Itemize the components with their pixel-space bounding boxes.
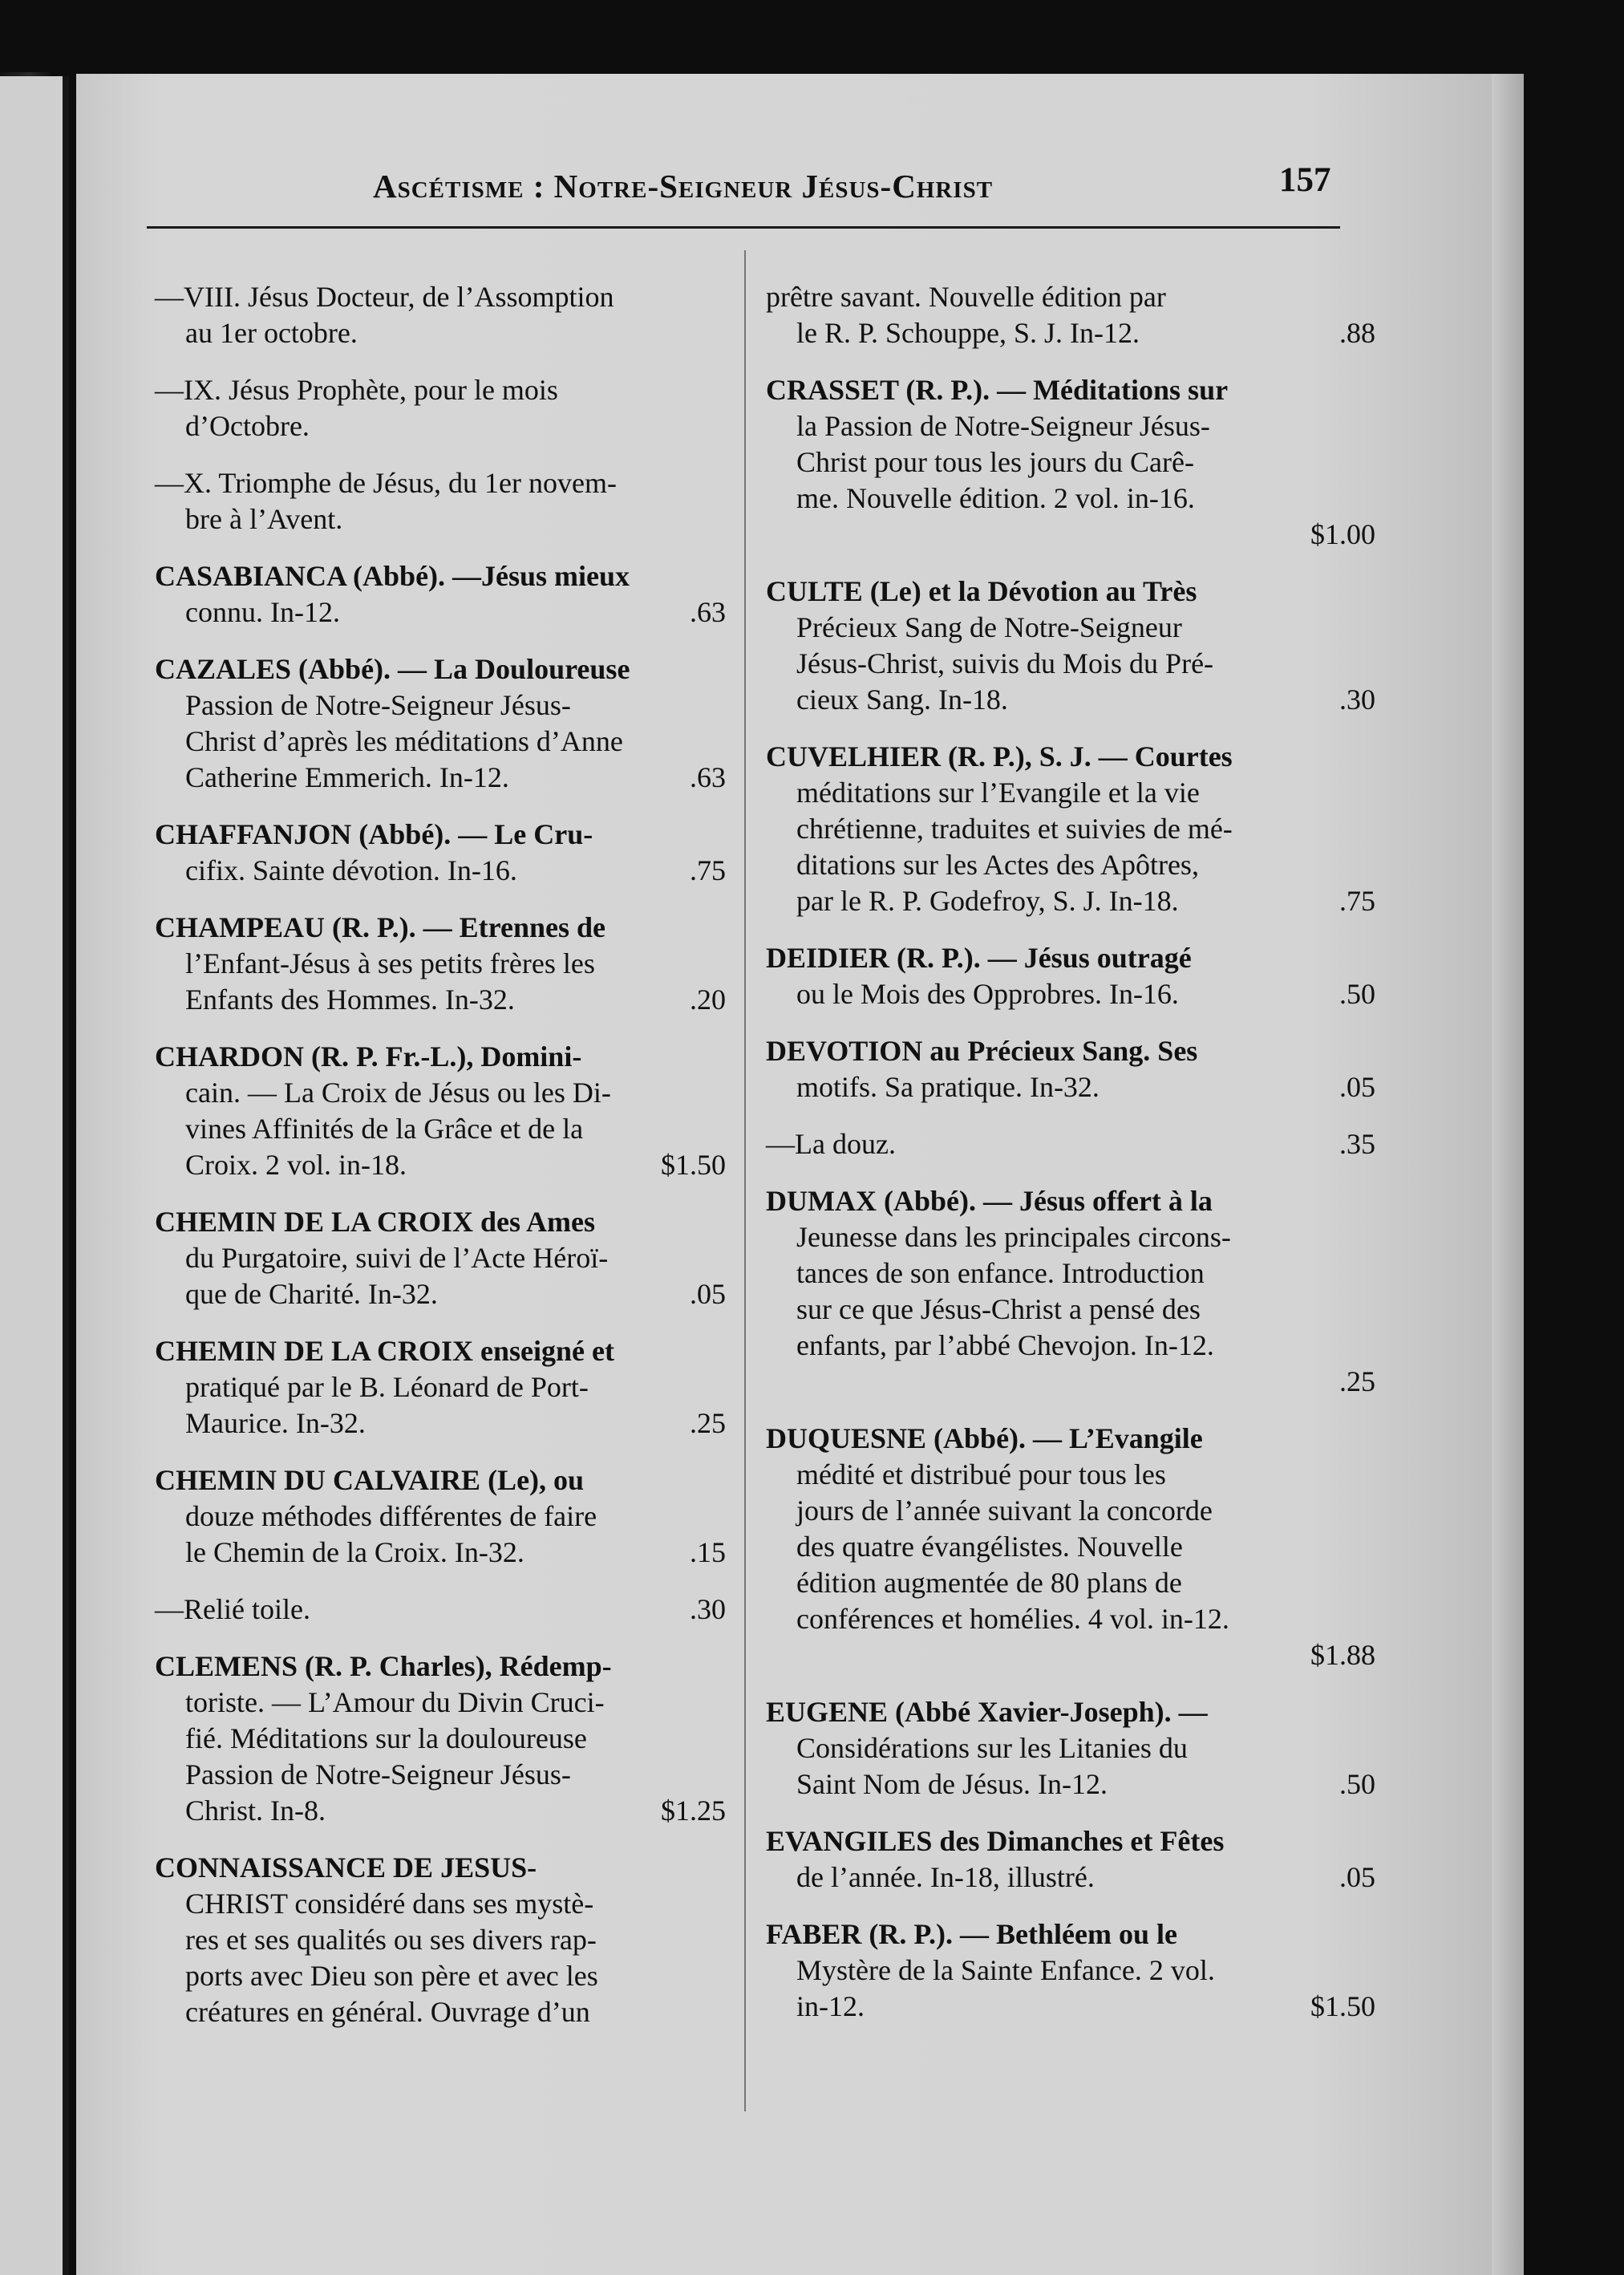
entry-text: Christ pour tous les jours du Carê-	[796, 446, 1194, 478]
entry-text: —IX. Jésus Prophète, pour le mois	[155, 374, 558, 406]
entry-text: Saint Nom de Jésus. In-12. .50	[766, 1766, 1375, 1803]
entry-text: Précieux Sang de Notre-Seigneur	[796, 611, 1182, 643]
entry-text: Christ. In-8. $1.25	[155, 1793, 726, 1829]
catalog-entry	[155, 279, 726, 351]
entry-price: .63	[690, 761, 726, 793]
entry-text: —X. Triomphe de Jésus, du 1er novem-	[155, 467, 617, 499]
entry-text: Passion de Notre-Seigneur Jésus-	[185, 689, 571, 721]
entry-text: —La douz. .35	[766, 1126, 1375, 1162]
entry-heading: EUGENE (Abbé Xavier-Joseph). —	[766, 1696, 1208, 1728]
right-column	[766, 279, 1375, 2046]
entry-text: ports avec Dieu son père et avec les	[185, 1960, 598, 1992]
entry-text: CHRIST considéré dans ses mystè-	[185, 1888, 594, 1920]
entry-text: res et ses qualités ou ses divers rap-	[185, 1924, 597, 1956]
entry-text: pratiqué par le B. Léonard de Port-	[185, 1371, 589, 1403]
entry-text: Croix. 2 vol. in-18. $1.50	[155, 1147, 726, 1183]
catalog-entry	[766, 574, 1375, 718]
catalog-entry	[155, 651, 726, 796]
header-rule	[147, 226, 1340, 229]
catalog-entry	[766, 1421, 1375, 1673]
entry-text: motifs. Sa pratique. In-32. .05	[766, 1069, 1375, 1105]
entry-heading: CHAMPEAU (R. P.). — Etrennes de	[155, 911, 605, 943]
catalog-entry	[766, 279, 1375, 351]
catalog-entry	[155, 1648, 726, 1829]
entry-price: .88	[1339, 317, 1375, 349]
entry-text: me. Nouvelle édition. 2 vol. in-16.	[796, 482, 1195, 514]
entry-price: $1.25	[661, 1794, 726, 1827]
entry-text: toriste. — L’Amour du Divin Cruci-	[185, 1686, 605, 1718]
entry-text: le R. P. Schouppe, S. J. In-12. .88	[766, 315, 1375, 351]
entry-text: jours de l’année suivant la concorde	[796, 1494, 1213, 1527]
entry-price: .50	[1339, 1768, 1375, 1800]
page-number: 157	[1279, 161, 1331, 199]
book-binding	[63, 76, 69, 2275]
entry-text: Considérations sur les Litanies du	[796, 1732, 1188, 1764]
entry-text: Christ d’après les méditations d’Anne	[185, 725, 623, 757]
entry-text: chrétienne, traduites et suivies de mé-	[796, 813, 1233, 845]
entry-heading: FABER (R. P.). — Bethléem ou le	[766, 1918, 1177, 1950]
catalog-entry	[766, 1916, 1375, 2025]
entry-text: Passion de Notre-Seigneur Jésus-	[185, 1758, 571, 1790]
entry-text: le Chemin de la Croix. In-32. .15	[155, 1535, 726, 1571]
entry-price: .15	[690, 1536, 726, 1568]
entry-price: .75	[690, 854, 726, 886]
catalog-entry	[766, 1126, 1375, 1162]
entry-heading: DEVOTION au Précieux Sang. Ses	[766, 1035, 1198, 1067]
entry-price: .05	[690, 1278, 726, 1310]
entry-text: fié. Méditations sur la douloureuse	[185, 1722, 587, 1754]
entry-heading: CUVELHIER (R. P.), S. J. — Courtes	[766, 740, 1233, 773]
entry-text: médité et distribué pour tous les	[796, 1458, 1166, 1490]
entry-text: —Relié toile. .30	[155, 1592, 726, 1628]
catalog-entry	[155, 1592, 726, 1628]
entry-price: $1.00	[1310, 518, 1375, 550]
entry-text: douze méthodes différentes de faire	[185, 1500, 597, 1532]
entry-text: cain. — La Croix de Jésus ou les Di-	[185, 1077, 611, 1109]
catalog-entry	[766, 1183, 1375, 1400]
entry-heading: CASABIANCA (Abbé). —Jésus mieux	[155, 560, 630, 592]
entry-heading: EVANGILES des Dimanches et Fêtes	[766, 1825, 1225, 1857]
entry-text: Enfants des Hommes. In-32. .20	[155, 982, 726, 1018]
entry-text: connu. In-12. .63	[155, 594, 726, 631]
entry-price: $1.50	[1310, 1990, 1375, 2022]
entry-price: .50	[1339, 978, 1375, 1010]
entry-text: ou le Mois des Opprobres. In-16. .50	[766, 976, 1375, 1012]
catalog-entry	[766, 739, 1375, 919]
entry-heading: CAZALES (Abbé). — La Douloureuse	[155, 653, 630, 685]
entry-heading: CLEMENS (R. P. Charles), Rédemp-	[155, 1650, 612, 1682]
catalog-entry	[766, 940, 1375, 1012]
catalog-entry	[155, 1333, 726, 1442]
entry-text: Jeunesse dans les principales circons-	[796, 1221, 1231, 1253]
catalog-entry	[155, 558, 726, 631]
catalog-entry	[155, 1204, 726, 1312]
entry-text: par le R. P. Godefroy, S. J. In-18. .75	[766, 883, 1375, 919]
entry-heading: DUMAX (Abbé). — Jésus offert à la	[766, 1185, 1213, 1217]
entry-text: in-12. $1.50	[766, 1989, 1375, 2025]
entry-price: .63	[690, 596, 726, 628]
entry-heading: CULTE (Le) et la Dévotion au Très	[766, 575, 1197, 607]
entry-text: des quatre évangélistes. Nouvelle	[796, 1531, 1183, 1563]
entry-text: prêtre savant. Nouvelle édition par	[766, 281, 1166, 313]
catalog-entry	[155, 1462, 726, 1571]
entry-text: Maurice. In-32. .25	[155, 1405, 726, 1442]
entry-text: sur ce que Jésus-Christ a pensé des	[796, 1293, 1201, 1325]
entry-heading: CONNAISSANCE DE JESUS-	[155, 1851, 537, 1884]
entry-heading: DEIDIER (R. P.). — Jésus outragé	[766, 942, 1192, 974]
entry-price: $1.50	[661, 1149, 726, 1181]
entry-price: .30	[1339, 683, 1375, 716]
entry-text: cieux Sang. In-18. .30	[766, 682, 1375, 718]
entry-text: la Passion de Notre-Seigneur Jésus-	[796, 410, 1210, 442]
entry-text: méditations sur l’Evangile et la vie	[796, 777, 1200, 809]
entry-text: d’Octobre.	[185, 410, 310, 442]
entry-text: Jésus-Christ, suivis du Mois du Pré-	[796, 647, 1214, 679]
entry-text: l’Enfant-Jésus à ses petits frères les	[185, 947, 595, 979]
entry-text: édition augmentée de 80 plans de	[796, 1567, 1182, 1599]
entry-text: cifix. Sainte dévotion. In-16. .75	[155, 853, 726, 889]
catalog-entry	[155, 372, 726, 444]
catalog-entry	[155, 1850, 726, 2030]
entry-text: —VIII. Jésus Docteur, de l’Assomption	[155, 281, 614, 313]
entry-price: .25	[690, 1407, 726, 1439]
entry-heading: CHEMIN DE LA CROIX des Ames	[155, 1206, 596, 1238]
entry-price: .05	[1339, 1071, 1375, 1103]
entry-price: .35	[1339, 1128, 1375, 1160]
entry-heading: CHAFFANJON (Abbé). — Le Cru-	[155, 818, 593, 850]
catalog-entry	[766, 1033, 1375, 1105]
running-header: Ascétisme : Notre-Seigneur Jésus-Christ	[373, 168, 994, 205]
entry-price: .25	[1339, 1365, 1375, 1397]
catalog-entry	[155, 1039, 726, 1183]
entry-text: créatures en général. Ouvrage d’un	[185, 1996, 590, 2028]
entry-text: Mystère de la Sainte Enfance. 2 vol.	[796, 1954, 1215, 1986]
entry-price: $1.88	[1310, 1639, 1375, 1671]
catalog-entry	[155, 465, 726, 537]
entry-price: .20	[690, 983, 726, 1016]
facing-page-edge	[0, 76, 66, 2275]
left-column	[155, 279, 726, 2051]
entry-text: tances de son enfance. Introduction	[796, 1257, 1205, 1289]
entry-text: enfants, par l’abbé Chevojon. In-12.	[796, 1329, 1214, 1361]
entry-heading: CRASSET (R. P.). — Méditations sur	[766, 374, 1229, 406]
entry-heading: CHEMIN DE LA CROIX enseigné et	[155, 1335, 614, 1367]
entry-heading: CHARDON (R. P. Fr.-L.), Domini-	[155, 1040, 582, 1073]
entry-text: bre à l’Avent.	[185, 503, 343, 535]
catalog-entry	[155, 910, 726, 1018]
entry-text: Catherine Emmerich. In-12. .63	[155, 760, 726, 796]
entry-price: .75	[1339, 885, 1375, 917]
entry-heading: CHEMIN DU CALVAIRE (Le), ou	[155, 1464, 585, 1496]
entry-text: du Purgatoire, suivi de l’Acte Héroï-	[185, 1242, 609, 1274]
catalog-entry	[155, 817, 726, 889]
entry-text: que de Charité. In-32. .05	[155, 1276, 726, 1312]
column-divider	[744, 250, 746, 2111]
entry-text: de l’année. In-18, illustré. .05	[766, 1859, 1375, 1896]
entry-text: vines Affinités de la Grâce et de la	[185, 1113, 584, 1145]
catalog-entry	[766, 1694, 1375, 1803]
page-edge-shadow	[1492, 74, 1524, 2275]
entry-heading: DUQUESNE (Abbé). — L’Evangile	[766, 1422, 1203, 1454]
catalog-entry	[766, 1823, 1375, 1896]
catalog-entry	[766, 372, 1375, 553]
entry-text: au 1er octobre.	[185, 317, 358, 349]
entry-price: .30	[690, 1593, 726, 1625]
entry-price: .05	[1339, 1861, 1375, 1893]
entry-text: ditations sur les Actes des Apôtres,	[796, 849, 1199, 881]
entry-text: conférences et homélies. 4 vol. in-12.	[796, 1603, 1229, 1635]
